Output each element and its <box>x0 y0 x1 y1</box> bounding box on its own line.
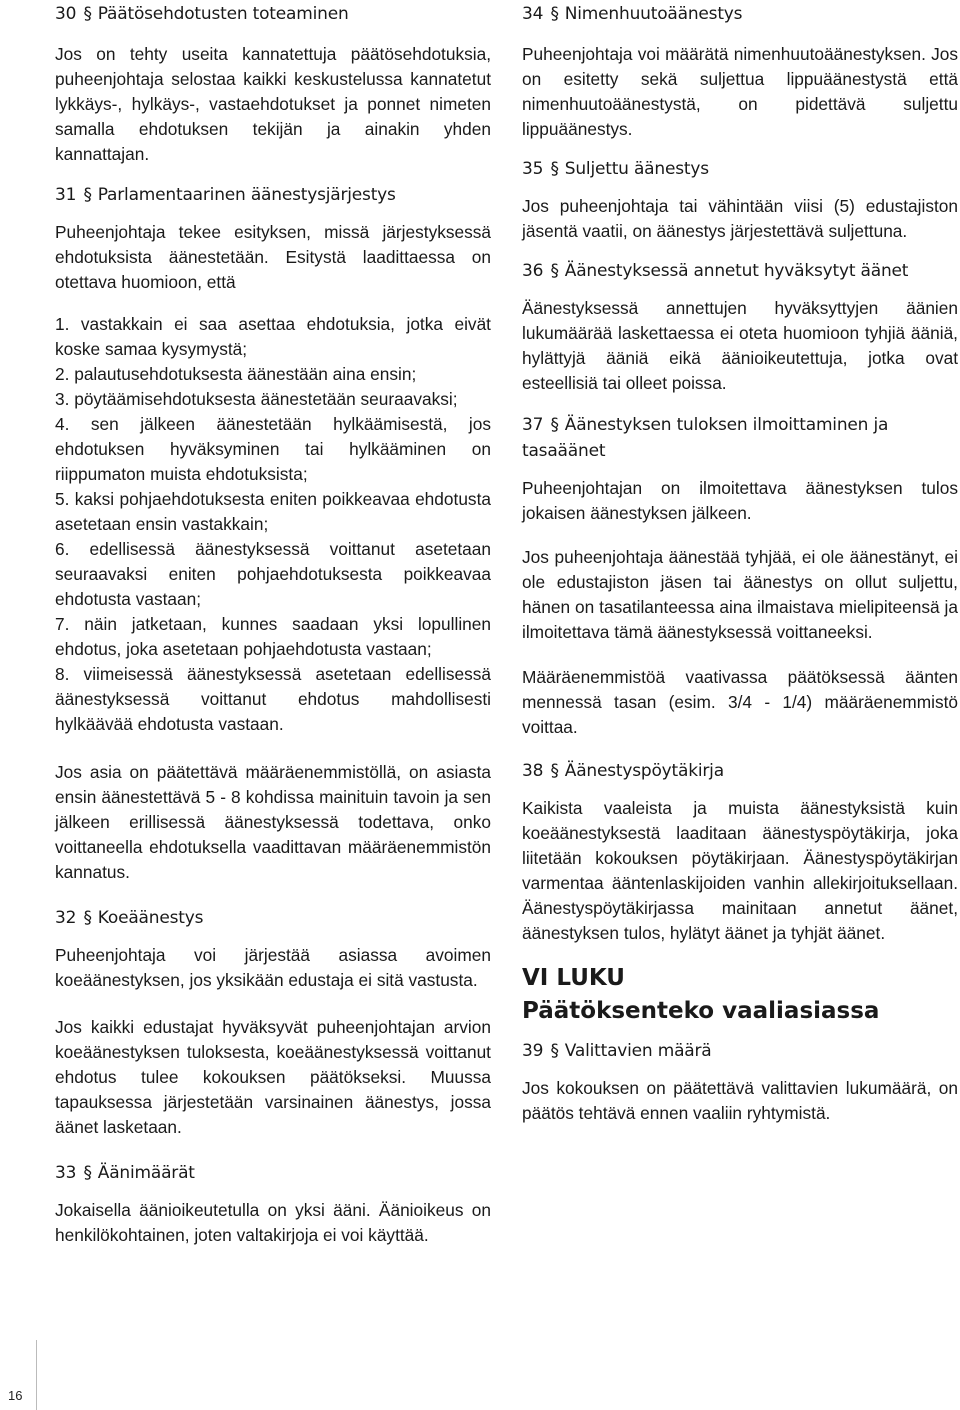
section-31-intro: Puheenjohtaja tekee esityksen, missä järjestyksessä ehdotuksista äänestetään. Esitystä laadittaessa on otettava huomioon, että <box>55 222 491 292</box>
section-39-heading: 39 § Valittavien määrä <box>522 1041 712 1061</box>
list-item: 7. näin jatketaan, kunnes saadaan yksi lopullinen ehdotus, joka asetetaan pohjaehdotusta vastaan; <box>55 614 491 659</box>
page-margin-rule <box>36 1340 37 1410</box>
section-30-text: Jos on tehty useita kannatettuja päätösehdotuksia, puheenjohtaja selostaa kaikki keskustelussa kannatetut lykkäys-, hylkäys-, vastaehdotukset ja ponnet nimeten samalla ehdotuksen tekijän ja ainakin yhden kannattajan. <box>55 44 491 164</box>
list-item: 1. vastakkain ei saa asettaa ehdotuksia, jotka eivät koske samaa kysymystä; <box>55 314 491 359</box>
list-item: 5. kaksi pohjaehdotuksesta eniten poikkeavaa ehdotusta asetetaan ensin vastakkain; <box>55 489 491 534</box>
chapter-number: VI LUKU <box>522 965 625 991</box>
section-31-heading: 31 § Parlamentaarinen äänestysjärjestys <box>55 185 396 205</box>
section-35-text: Jos puheenjohtaja tai vähintään viisi (5) edustajiston jäsentä vaatii, on äänestys järjestettävä suljettuna. <box>522 196 958 241</box>
section-31-text-2: Jos asia on päätettävä määräenemmistöllä, on asiasta ensin äänestettävä 5 - 8 kohdissa mainituin tavoin ja sen jälkeen erillisessä äänestyksessä todettava, onko voittaneella ehdotuksella vaadittavan määräenemmistön kannatus. <box>55 762 491 882</box>
section-37-text-2: Jos puheenjohtaja äänestää tyhjää, ei ole äänestänyt, ei ole edustajiston jäsen tai äänestys on ollut suljettu, hänen on tasatilanteessa aina ilmaistava mielipiteensä ja ilmoitettava tämä äänestyksessä voittaneeksi. <box>522 547 958 642</box>
section-31-list <box>55 312 491 737</box>
list-item: 8. viimeisessä äänestyksessä asetetaan edellisessä äänestyksessä voittanut ehdotus mahdollisesti hylkäävää ehdotusta vastaan. <box>55 664 491 734</box>
section-32-heading: 32 § Koeäänestys <box>55 908 204 928</box>
list-item: 6. edellisessä äänestyksessä voittanut asetetaan seuraavaksi eniten pohjaehdotuksesta poikkeavaa ehdotusta vastaan; <box>55 539 491 609</box>
section-37-text-3: Määräenemmistöä vaativassa päätöksessä äänten mennessä tasan (esim. 3/4 - 1/4) määräenemmistö voittaa. <box>522 667 958 737</box>
section-35-heading: 35 § Suljettu äänestys <box>522 159 709 179</box>
list-item: 2. palautusehdotuksesta äänestään aina ensin; <box>55 364 417 384</box>
section-36-text: Äänestyksessä annettujen hyväksyttyjen äänien lukumäärää laskettaessa ei oteta huomioon tyhjiä ääniä, hylättyjä ääniä eikä äänioikeutettuja, jotka ovat esteellisiä tai olleet poissa. <box>522 298 958 393</box>
left-column <box>55 0 491 1248</box>
section-34-heading: 34 § Nimenhuutoäänestys <box>522 4 743 24</box>
section-33-heading: 33 § Äänimäärät <box>55 1163 195 1183</box>
section-37-heading: 37 § Äänestyksen tuloksen ilmoittaminen ja tasaäänet <box>522 415 889 461</box>
section-38-heading: 38 § Äänestyspöytäkirja <box>522 761 724 781</box>
section-30-heading: 30 § Päätösehdotusten toteaminen <box>55 4 349 24</box>
section-36-heading: 36 § Äänestyksessä annetut hyväksytyt äänet <box>522 261 909 281</box>
page-number: 16 <box>8 1388 23 1403</box>
section-33-text: Jokaisella äänioikeutetulla on yksi ääni. Äänioikeus on henkilökohtainen, joten valtakirjoja ei voi käyttää. <box>55 1200 491 1245</box>
right-column <box>522 0 958 1126</box>
section-37-text: Puheenjohtajan on ilmoitettava äänestyksen tulos jokaisen äänestyksen jälkeen. <box>522 478 958 523</box>
chapter-heading <box>522 962 958 1028</box>
section-32-text: Puheenjohtaja voi järjestää asiassa avoimen koeäänestyksen, jos yksikään edustaja ei sitä vastusta. <box>55 945 491 990</box>
section-34-text: Puheenjohtaja voi määrätä nimenhuutoäänestyksen. Jos on esitetty sekä suljettua lippuäänestystä että nimenhuutoäänestystä, on pidettävä suljettu lippuäänestys. <box>522 44 958 139</box>
list-item: 4. sen jälkeen äänestetään hylkäämisestä, jos ehdotuksen hyväksyminen tai hylkääminen on riippumaton muista ehdotuksista; <box>55 414 491 484</box>
section-38-text: Kaikista vaaleista ja muista äänestyksistä kuin koeäänestyksestä laaditaan äänestyspöytäkirja, joka liitetään kokouksen pöytäkirjaan. Äänestyspöytäkirjan varmentaa ääntenlaskijoiden vanhin allekirjoituksellaan. Äänestyspöytäkirjassa mainitaan annetut äänet, äänestyksen tulos, hylätyt äänet ja tyhjät äänet. <box>522 798 958 943</box>
section-39-text: Jos kokouksen on päätettävä valittavien lukumäärä, on päätös tehtävä ennen vaaliin ryhtymistä. <box>522 1078 958 1123</box>
section-32-text-2: Jos kaikki edustajat hyväksyvät puheenjohtajan arvion koeäänestyksen tuloksesta, koeäänestyksessä voittanut ehdotus tulee kokouksen päätökseksi. Muussa tapauksessa järjestetään varsinainen äänestys, jossa äänet lasketaan. <box>55 1017 491 1137</box>
chapter-title: Päätöksenteko vaaliasiassa <box>522 998 880 1024</box>
list-item: 3. pöytäämisehdotuksesta äänestetään seuraavaksi; <box>55 389 458 409</box>
